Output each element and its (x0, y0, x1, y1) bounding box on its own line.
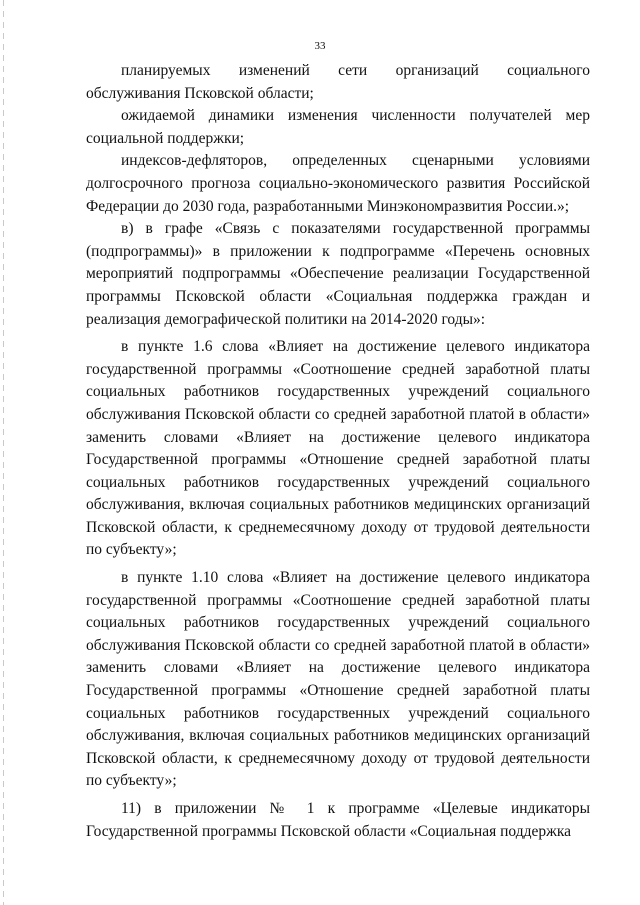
paragraph: 11) в приложении № 1 к программе «Целевые индикаторы Государственной программы Псковской области «Социальная поддержка (86, 800, 590, 840)
paragraph: ожидаемой динамики изменения численности получателей мер социальной поддержки; (86, 107, 590, 147)
paragraph: в пункте 1.6 слова «Влияет на достижение целевого индикатора государственной программы «Соотношение средней заработной платы социальных работников государственных учреждений социального обслуживания Псковской области со средней заработной платой в области» заменить словами «Влияет на достижение целевого индикатора Государственной программы «Отношение средней заработной платы социальных работников государственных учреждений социального обслуживания, включая социальных работников медицинских организаций Псковской области, к среднемесячному доходу от трудовой деятельности по субъекту»; (86, 338, 590, 559)
page-number: 33 (314, 40, 326, 52)
paragraph: в пункте 1.10 слова «Влияет на достижение целевого индикатора государственной программы «Соотношение средней заработной платы социальных работников государственных учреждений социального обслуживания Псковской области со средней заработной платой в области» заменить словами «Влияет на достижение целевого индикатора Государственной программы «Отношение средней заработной платы социальных работников государственных учреждений социального обслуживания, включая социальных работников медицинских организаций Псковской области, к среднемесячному доходу от трудовой деятельности по субъекту»; (86, 569, 590, 790)
paragraph: в) в графе «Связь с показателями государственной программы (подпрограммы)» в приложении к подпрограмме «Перечень основных мероприятий подпрограммы «Обеспечение реализации Государственной программы Псковской области «Социальная поддержка граждан и реализация демографической политики на 2014-2020 годы»: (86, 220, 590, 328)
scan-edge-line (3, 0, 4, 905)
paragraph: планируемых изменений сети организаций социального обслуживания Псковской области; (86, 62, 590, 102)
paragraph: индексов-дефляторов, определенных сценарными условиями долгосрочного прогноза социально-экономического развития Российской Федерации до 2030 года, разработанными Минэкономразвития России.»; (86, 152, 590, 215)
document-body (86, 60, 590, 843)
